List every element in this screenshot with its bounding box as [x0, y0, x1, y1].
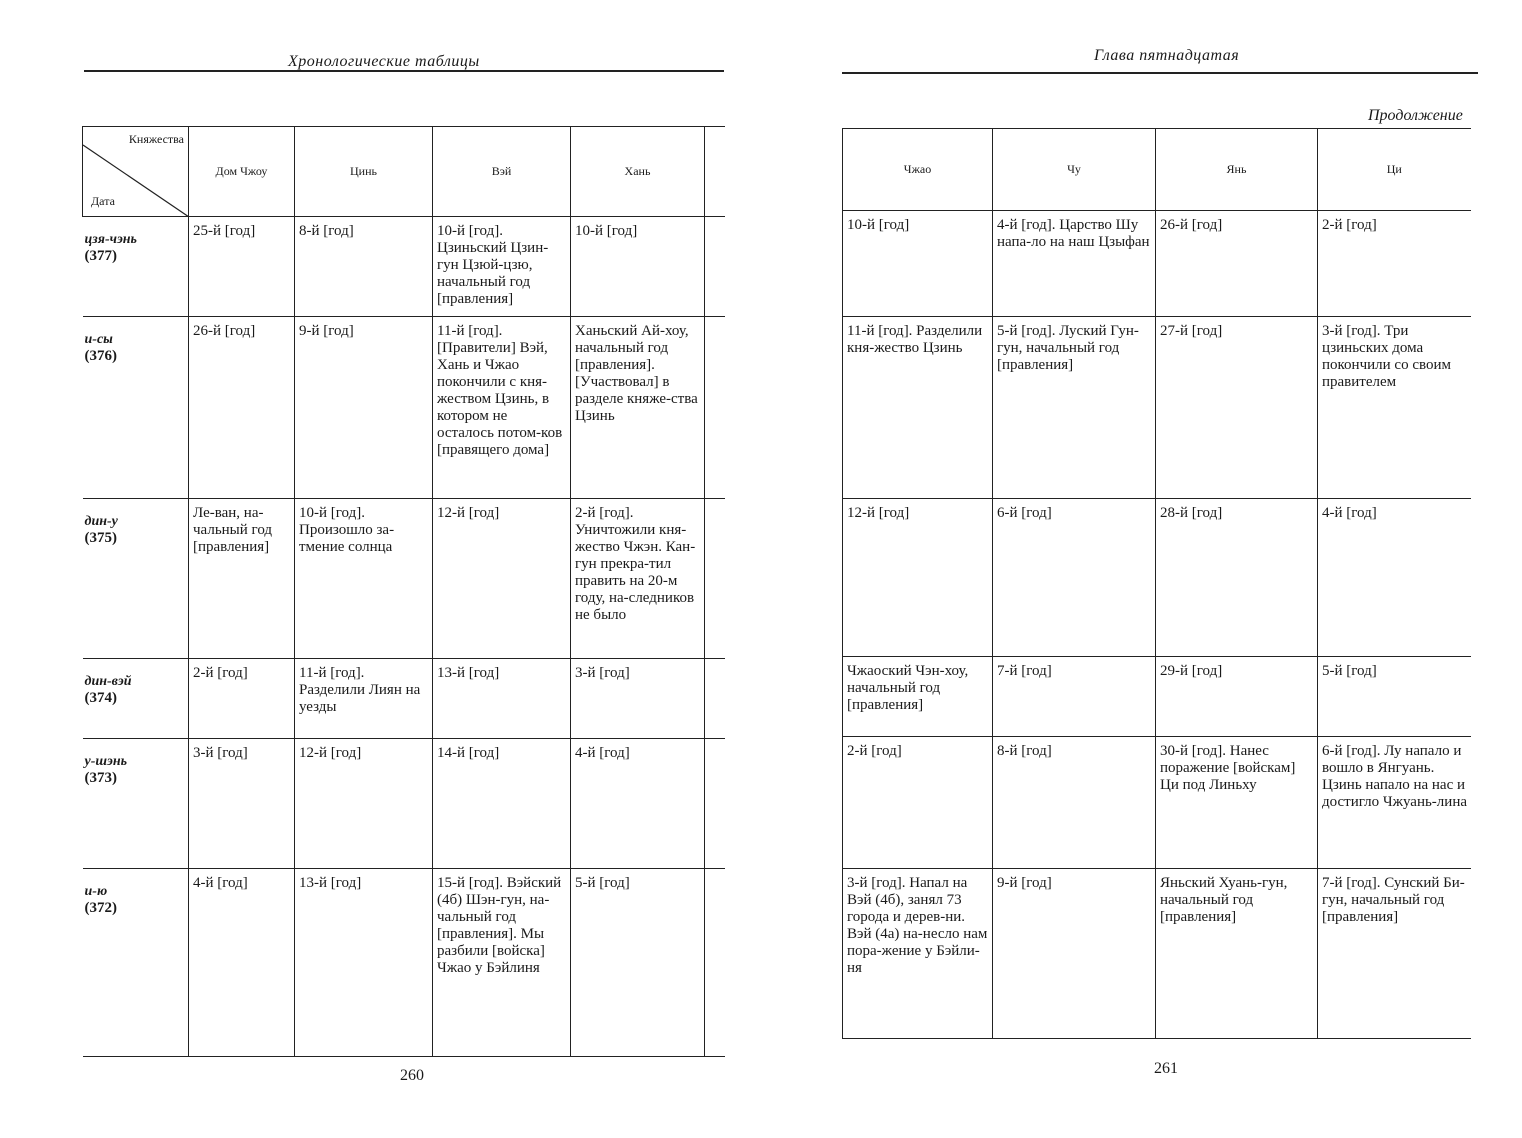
table-cell: 7-й [год]	[993, 657, 1156, 737]
header-row	[843, 129, 1471, 211]
table-cell: 5-й [год]	[1318, 657, 1471, 737]
date-cell	[83, 317, 189, 499]
table-cell-blank	[705, 317, 725, 499]
date-cell	[83, 739, 189, 869]
cyclic-date: и-ю	[84, 884, 108, 899]
table-cell: 3-й [год]	[189, 739, 295, 869]
table-cell-blank	[705, 869, 725, 1057]
table-cell: 8-й [год]	[993, 737, 1156, 869]
table-cell: 3-й [год]. Напал на Вэй (4б), занял 73 города и дерев-ни. Вэй (4а) на-несло нам пора-жение у Бэйли-ня	[843, 869, 993, 1039]
running-head: Глава пятнадцатая	[1094, 47, 1240, 64]
table-row	[83, 659, 725, 739]
column-header: Чу	[993, 129, 1156, 211]
header-row	[83, 127, 725, 217]
page-number: 260	[400, 1067, 424, 1084]
table-cell-blank	[705, 659, 725, 739]
cyclic-date: у-шэнь	[84, 754, 128, 769]
column-header: Дом Чжоу	[189, 127, 295, 217]
head-rule	[84, 70, 724, 72]
table-cell: 2-й [год]. Уничтожили кня-жество Чжэн. Кан-гун прекра-тил править на 20-м году, на-следников не было	[571, 499, 705, 659]
table-row	[843, 317, 1471, 499]
table-cell: 10-й [год]. Произошло за-тмение солнца	[295, 499, 433, 659]
table-cell: 11-й [год]. [Правители] Вэй, Хань и Чжао покончили с кня-жеством Цзинь, в котором не осталось потом-ков [правящего дома]	[433, 317, 571, 499]
table-row	[843, 869, 1471, 1039]
table-cell: 12-й [год]	[295, 739, 433, 869]
head-rule	[842, 72, 1478, 74]
continuation-label: Продолжение	[1368, 107, 1463, 124]
table-row	[843, 737, 1471, 869]
table-cell: 6-й [год]	[993, 499, 1156, 657]
page-number: 261	[1154, 1060, 1178, 1077]
table-row	[83, 869, 725, 1057]
table-cell: 2-й [год]	[843, 737, 993, 869]
table-cell: 6-й [год]. Лу напало и вошло в Янгуань. Цзинь напало на нас и достигло Чжуань-лина	[1318, 737, 1471, 869]
year-label: (375)	[84, 530, 117, 546]
table-cell: 5-й [год]	[571, 869, 705, 1057]
table-cell: 14-й [год]	[433, 739, 571, 869]
table-cell: 27-й [год]	[1156, 317, 1318, 499]
column-header-blank	[705, 127, 725, 217]
corner-top-label: Княжества	[128, 132, 184, 146]
table-cell: 8-й [год]	[295, 217, 433, 317]
table-row	[83, 739, 725, 869]
cyclic-date: цзя-чэнь	[84, 232, 137, 247]
year-label: (377)	[84, 248, 117, 264]
table-cell: 12-й [год]	[433, 499, 571, 659]
table-cell: 30-й [год]. Нанес поражение [войскам] Ци под Линьху	[1156, 737, 1318, 869]
column-header: Вэй	[433, 127, 571, 217]
left-page	[0, 0, 760, 1138]
table-cell: 13-й [год]	[295, 869, 433, 1057]
table-cell: 15-й [год]. Вэйский (4б) Шэн-гун, на-чальный год [правления]. Мы разбили [войска] Чжао у Бэйлиня	[433, 869, 571, 1057]
table-cell: Ханьский Ай-хоу, начальный год [правления]. [Участвовал] в разделе княже-ства Цзинь	[571, 317, 705, 499]
chronology-table-right	[842, 128, 1471, 1039]
column-header: Янь	[1156, 129, 1318, 211]
right-page	[760, 0, 1522, 1138]
table-cell: 4-й [год]	[1318, 499, 1471, 657]
running-head: Хронологические таблицы	[288, 53, 480, 70]
table-cell: 13-й [год]	[433, 659, 571, 739]
table-row	[83, 499, 725, 659]
table-cell: 4-й [год]	[189, 869, 295, 1057]
corner-bottom-label: Дата	[91, 194, 115, 208]
year-label: (376)	[84, 348, 117, 364]
table-cell: 2-й [год]	[1318, 211, 1471, 317]
table-cell: 12-й [год]	[843, 499, 993, 657]
table-cell: 3-й [год]	[571, 659, 705, 739]
column-header: Ци	[1318, 129, 1471, 211]
table-cell-blank	[705, 499, 725, 659]
date-cell	[83, 499, 189, 659]
table-cell: 2-й [год]	[189, 659, 295, 739]
table-cell: 26-й [год]	[1156, 211, 1318, 317]
year-label: (374)	[84, 690, 117, 706]
cyclic-date: дин-вэй	[84, 674, 132, 689]
table-cell: 29-й [год]	[1156, 657, 1318, 737]
table-row	[843, 211, 1471, 317]
column-header: Хань	[571, 127, 705, 217]
year-label: (373)	[84, 770, 117, 786]
table-cell: 28-й [год]	[1156, 499, 1318, 657]
column-header: Чжао	[843, 129, 993, 211]
table-cell: 10-й [год]	[843, 211, 993, 317]
chronology-table-left	[82, 126, 725, 1057]
cyclic-date: дин-у	[84, 514, 118, 529]
table-cell-blank	[705, 739, 725, 869]
table-cell: 26-й [год]	[189, 317, 295, 499]
table-cell: 4-й [год]	[571, 739, 705, 869]
table-cell: 5-й [год]. Луский Гун-гун, начальный год [правления]	[993, 317, 1156, 499]
table-cell: 7-й [год]. Сунский Би-гун, начальный год [правления]	[1318, 869, 1471, 1039]
column-header: Цинь	[295, 127, 433, 217]
table-row	[843, 499, 1471, 657]
date-cell	[83, 659, 189, 739]
table-cell: Ле-ван, на-чальный год [правления]	[189, 499, 295, 659]
table-cell: 3-й [год]. Три цзиньских дома покончили со своим правителем	[1318, 317, 1471, 499]
date-cell	[83, 217, 189, 317]
table-row	[83, 317, 725, 499]
cyclic-date: и-сы	[84, 332, 113, 347]
table-cell: 9-й [год]	[993, 869, 1156, 1039]
table-cell-blank	[705, 217, 725, 317]
table-cell: Яньский Хуань-гун, начальный год [правления]	[1156, 869, 1318, 1039]
table-cell: 10-й [год]	[571, 217, 705, 317]
table-cell: 25-й [год]	[189, 217, 295, 317]
header-corner	[83, 127, 189, 217]
table-row	[83, 217, 725, 317]
table-cell: 9-й [год]	[295, 317, 433, 499]
year-label: (372)	[84, 900, 117, 916]
table-cell: 11-й [год]. Разделили кня-жество Цзинь	[843, 317, 993, 499]
table-cell: 11-й [год]. Разделили Лиян на уезды	[295, 659, 433, 739]
table-cell: Чжаоский Чэн-хоу, начальный год [правления]	[843, 657, 993, 737]
table-cell: 4-й [год]. Царство Шу напа-ло на наш Цзыфан	[993, 211, 1156, 317]
date-cell	[83, 869, 189, 1057]
table-cell: 10-й [год]. Цзиньский Цзин-гун Цзюй-цзю, начальный год [правления]	[433, 217, 571, 317]
table-row	[843, 657, 1471, 737]
